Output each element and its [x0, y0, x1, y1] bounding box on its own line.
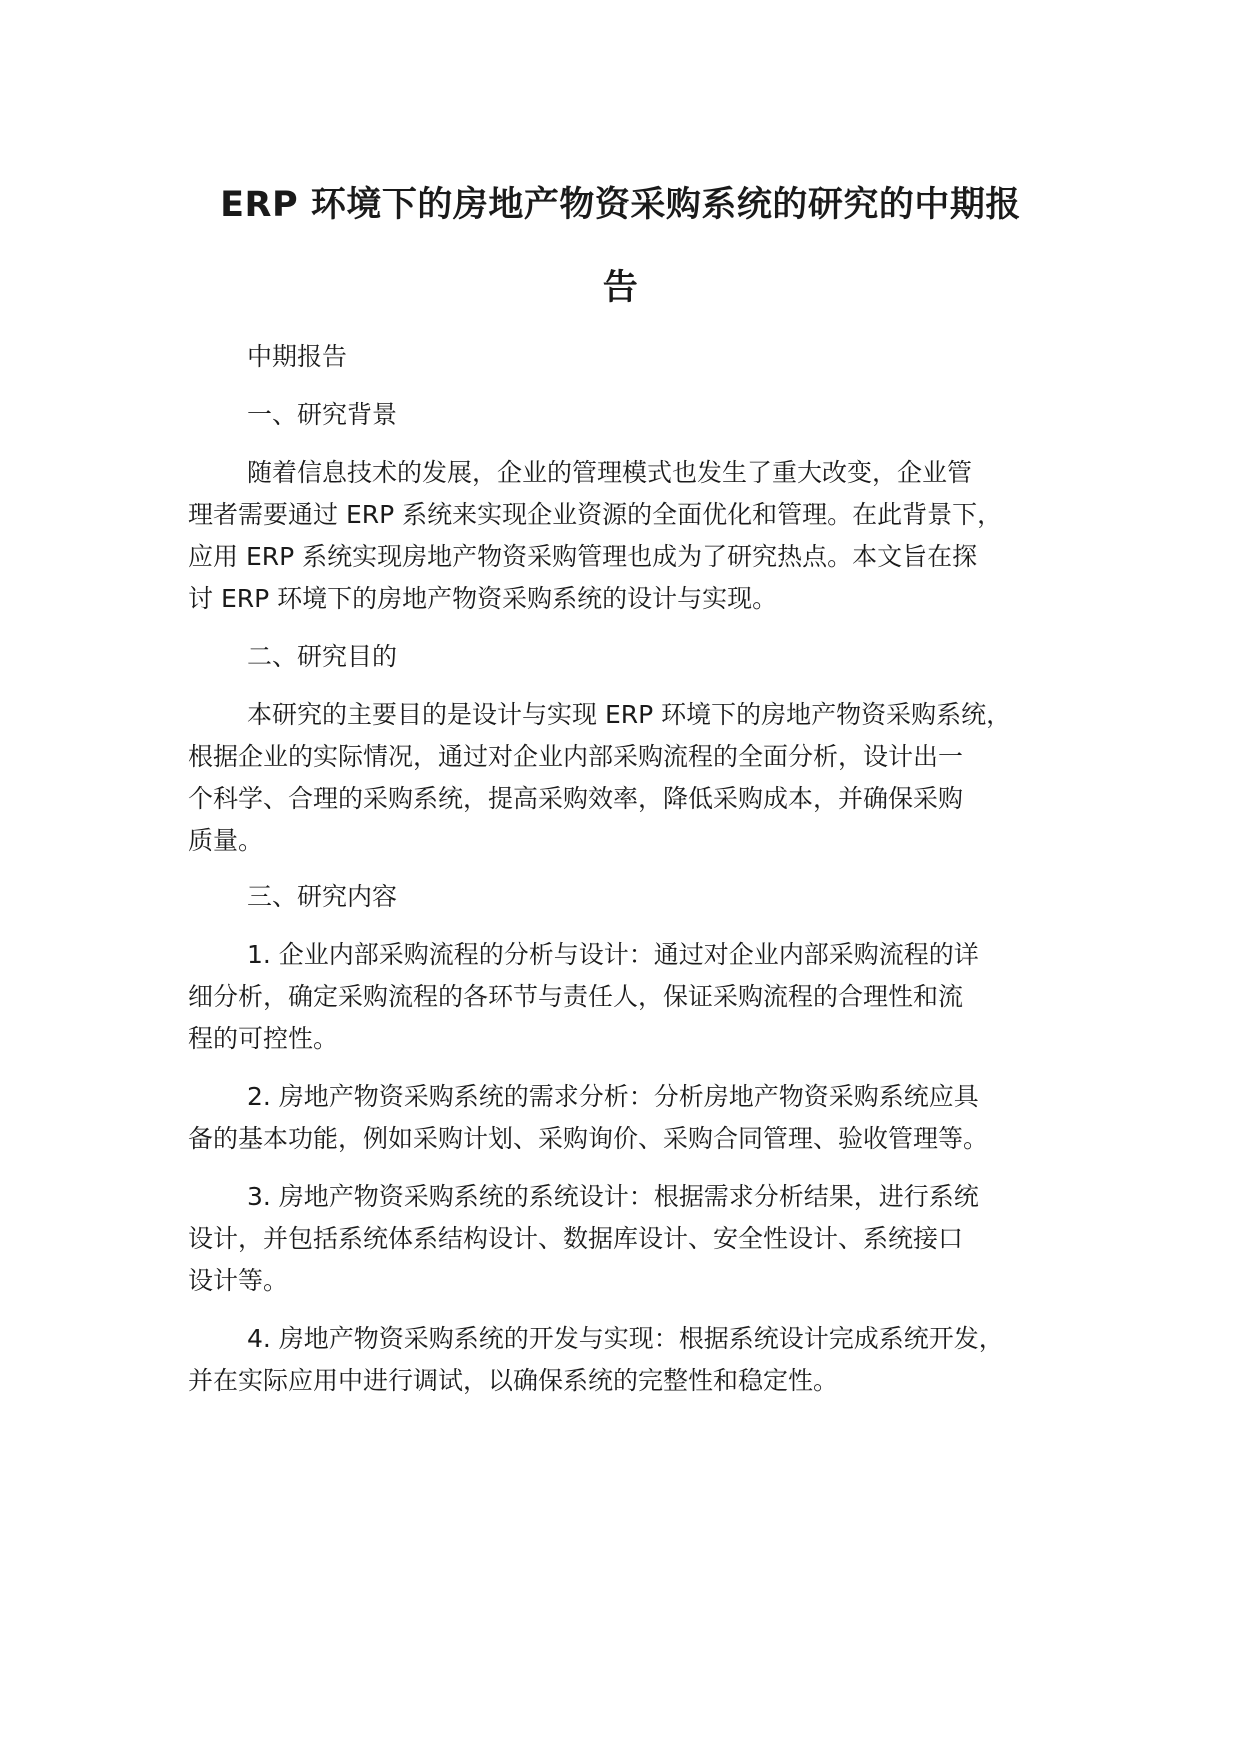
- section-heading-purpose: 二、研究目的: [247, 642, 398, 671]
- document-title-line-1: ERP 环境下的房地产物资采购系统的研究的中期报: [220, 185, 1021, 225]
- paragraph-line: 质量。: [188, 826, 264, 855]
- section-heading-background: 一、研究背景: [247, 400, 398, 429]
- list-item-line: 3. 房地产物资采购系统的系统设计：根据需求分析结果，进行系统: [247, 1182, 979, 1211]
- list-item-line: 设计等。: [188, 1266, 289, 1295]
- paragraph-line: 应用 ERP 系统实现房地产物资采购管理也成为了研究热点。本文旨在探: [188, 542, 978, 571]
- list-item-line: 细分析，确定采购流程的各环节与责任人，保证采购流程的合理性和流: [188, 982, 964, 1011]
- section-heading-content: 三、研究内容: [247, 882, 398, 911]
- list-item-line: 备的基本功能，例如采购计划、采购询价、采购合同管理、验收管理等。: [188, 1124, 989, 1153]
- document-title-line-2: 告: [602, 268, 639, 308]
- paragraph-line: 本研究的主要目的是设计与实现 ERP 环境下的房地产物资采购系统，: [247, 700, 1012, 729]
- list-item-line: 1. 企业内部采购流程的分析与设计：通过对企业内部采购流程的详: [247, 940, 979, 969]
- list-item-line: 4. 房地产物资采购系统的开发与实现：根据系统设计完成系统开发，: [247, 1324, 1004, 1353]
- list-item-line: 程的可控性。: [188, 1024, 339, 1053]
- paragraph-line: 讨 ERP 环境下的房地产物资采购系统的设计与实现。: [188, 584, 778, 613]
- paragraph-line: 随着信息技术的发展，企业的管理模式也发生了重大改变，企业管: [247, 458, 973, 487]
- paragraph-line: 理者需要通过 ERP 系统来实现企业资源的全面优化和管理。在此背景下，: [188, 500, 1003, 529]
- list-item-line: 并在实际应用中进行调试，以确保系统的完整性和稳定性。: [188, 1366, 839, 1395]
- list-item-line: 设计，并包括系统体系结构设计、数据库设计、安全性设计、系统接口: [188, 1224, 964, 1253]
- paragraph-line: 根据企业的实际情况，通过对企业内部采购流程的全面分析，设计出一: [188, 742, 964, 771]
- list-item-line: 2. 房地产物资采购系统的需求分析：分析房地产物资采购系统应具: [247, 1082, 979, 1111]
- paragraph-line: 个科学、合理的采购系统，提高采购效率，降低采购成本，并确保采购: [188, 784, 964, 813]
- report-label: 中期报告: [247, 342, 348, 371]
